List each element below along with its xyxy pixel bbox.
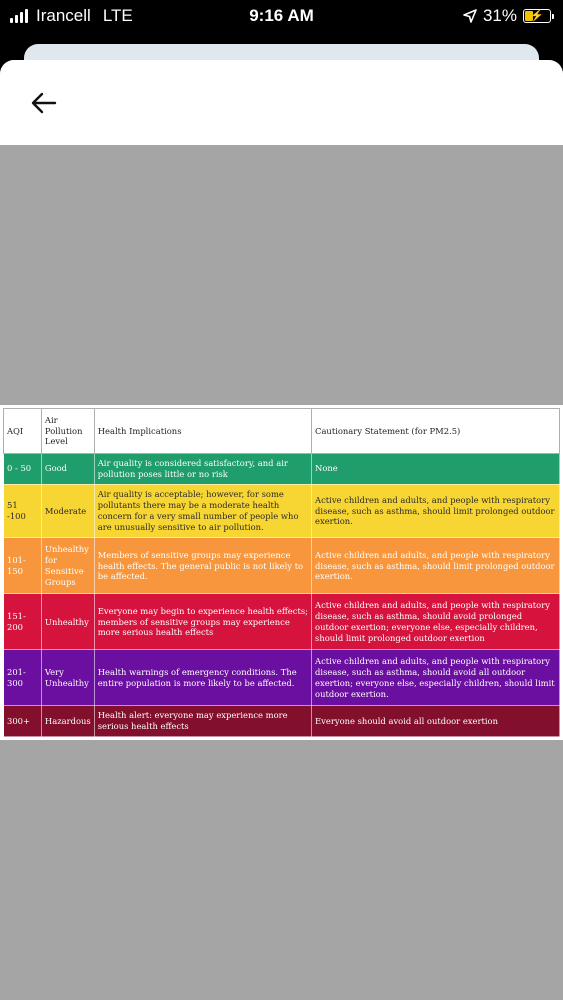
header-level: Air Pollution Level [41,409,94,454]
cell-level: Good [41,454,94,485]
cell-aqi: 0 - 50 [4,454,42,485]
cell-level: Hazardous [41,706,94,737]
charging-bolt-icon: ⚡ [530,9,544,22]
cell-level: Unhealthy for Sensitive Groups [41,538,94,594]
location-arrow-icon [463,9,477,23]
cell-caution: None [312,454,560,485]
cell-health: Everyone may begin to experience health effects; members of sensitive groups may experience more serious health effects [94,594,311,650]
aqi-table-image [0,405,563,740]
sheet-header [0,60,563,145]
network-type: LTE [102,6,133,25]
image-viewer-sheet [0,60,563,1000]
arrow-left-icon [31,92,57,114]
cell-health: Air quality is considered satisfactory, and air pollution poses little or no risk [94,454,311,485]
cell-aqi: 151-200 [4,594,42,650]
cell-health: Health warnings of emergency conditions. The entire population is more likely to be affected. [94,650,311,706]
cell-caution: Active children and adults, and people with respiratory disease, such as asthma, should limit prolonged outdoor exertion. [312,484,560,538]
carrier-name: Irancell [36,6,91,25]
back-button[interactable] [26,86,62,120]
cell-caution: Active children and adults, and people with respiratory disease, such as asthma, should limit prolonged outdoor exertion. [312,538,560,594]
status-time: 9:16 AM [249,6,314,25]
table-row [4,454,560,485]
cell-aqi: 101-150 [4,538,42,594]
status-bar [0,0,563,34]
cell-aqi: 300+ [4,706,42,737]
cell-health: Air quality is acceptable; however, for some pollutants there may be a moderate health concern for a very small number of people who are unusually sensitive to air pollution. [94,484,311,538]
cell-caution: Active children and adults, and people with respiratory disease, such as asthma, should avoid prolonged outdoor exertion; everyone else, especially children, should limit prolonged outdoor exertion [312,594,560,650]
table-header-row [4,409,560,454]
header-health: Health Implications [94,409,311,454]
cell-health: Members of sensitive groups may experience health effects. The general public is not likely to be affected. [94,538,311,594]
table-row [4,650,560,706]
status-right [463,6,551,26]
table-row [4,594,560,650]
table-row [4,538,560,594]
cell-health: Health alert: everyone may experience more serious health effects [94,706,311,737]
header-aqi: AQI [4,409,42,454]
table-row [4,706,560,737]
aqi-table [3,408,560,737]
cell-level: Moderate [41,484,94,538]
cell-caution: Active children and adults, and people with respiratory disease, such as asthma, should avoid all outdoor exertion; everyone else, especially children, should limit outdoor exertion. [312,650,560,706]
cell-aqi: 51 -100 [4,484,42,538]
header-caution: Cautionary Statement (for PM2.5) [312,409,560,454]
cell-level: Very Unhealthy [41,650,94,706]
battery-icon [523,9,551,23]
table-row [4,484,560,538]
cell-level: Unhealthy [41,594,94,650]
cell-caution: Everyone should avoid all outdoor exertion [312,706,560,737]
cell-aqi: 201-300 [4,650,42,706]
battery-percent: 31% [482,6,517,25]
